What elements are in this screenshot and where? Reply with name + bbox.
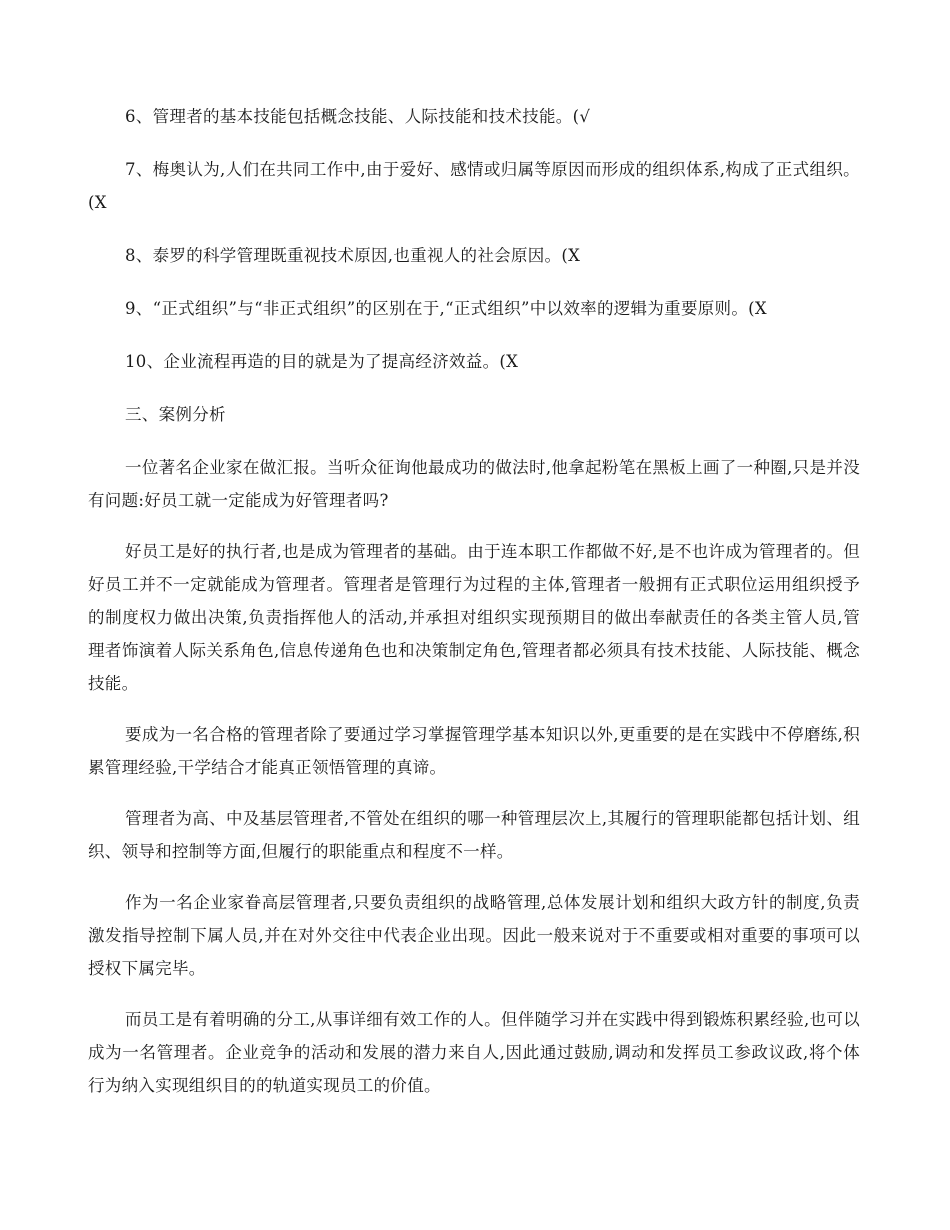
true-false-item-8: 8、泰罗的科学管理既重视技术原因,也重视人的社会原因。(X <box>125 246 581 265</box>
true-false-item-9: 9、“正式组织”与“非正式组织”的区别在于,“正式组织”中以效率的逻辑为重要原则。(X <box>125 299 767 318</box>
true-false-item-7: 7、梅奥认为,人们在共同工作中,由于爱好、感情或归属等原因而形成的组织体系,构成了正式组织。(X <box>88 160 860 212</box>
case-paragraph-entrepreneur-role: 作为一名企业家眷高层管理者,只要负责组织的战略管理,总体发展计划和组织大政方针的制度,负责激发指导控制下属人员,并在对外交往中代表企业出现。因此一般来说对于不重要或相对重要的事项可以授权下属完毕。 <box>88 893 860 978</box>
true-false-item-10: 10、企业流程再造的目的就是为了提高经济效益。(X <box>125 352 519 371</box>
section-heading-case-analysis: 三、案例分析 <box>125 405 226 424</box>
document-body <box>88 100 860 1102</box>
case-paragraph-employee-role: 而员工是有着明确的分工,从事详细有效工作的人。但伴随学习并在实践中得到锻炼积累经验,也可以成为一名管理者。企业竞争的活动和发展的潜力来自人,因此通过鼓励,调动和发挥员工参政议政,将个体行为纳入实现组织目的的轨道实现员工的价值。 <box>88 1010 860 1095</box>
case-paragraph-management-levels: 管理者为高、中及基层管理者,不管处在组织的哪一种管理层次上,其履行的管理职能都包括计划、组织、领导和控制等方面,但履行的职能重点和程度不一样。 <box>88 809 860 861</box>
case-paragraph-qualified-manager: 要成为一名合格的管理者除了要通过学习掌握管理学基本知识以外,更重要的是在实践中不停磨练,积累管理经验,干学结合才能真正领悟管理的真谛。 <box>88 725 860 777</box>
case-paragraph-good-employee: 好员工是好的执行者,也是成为管理者的基础。由于连本职工作都做不好,是不也许成为管理者的。但好员工并不一定就能成为管理者。管理者是管理行为过程的主体,管理者一般拥有正式职位运用组织授予的制度权力做出决策,负责指挥他人的活动,并承担对组织实现预期目的做出奉献责任的各类主管人员,管理者饰演着人际关系角色,信息传递角色也和决策制定角色,管理者都必须具有技术技能、人际技能、概念技能。 <box>88 542 860 693</box>
case-paragraph-intro: 一位著名企业家在做汇报。当听众征询他最成功的做法时,他拿起粉笔在黑板上画了一种圈,只是并没有问题:好员工就一定能成为好管理者吗? <box>88 458 860 510</box>
true-false-item-6: 6、管理者的基本技能包括概念技能、人际技能和技术技能。(√ <box>125 107 591 126</box>
